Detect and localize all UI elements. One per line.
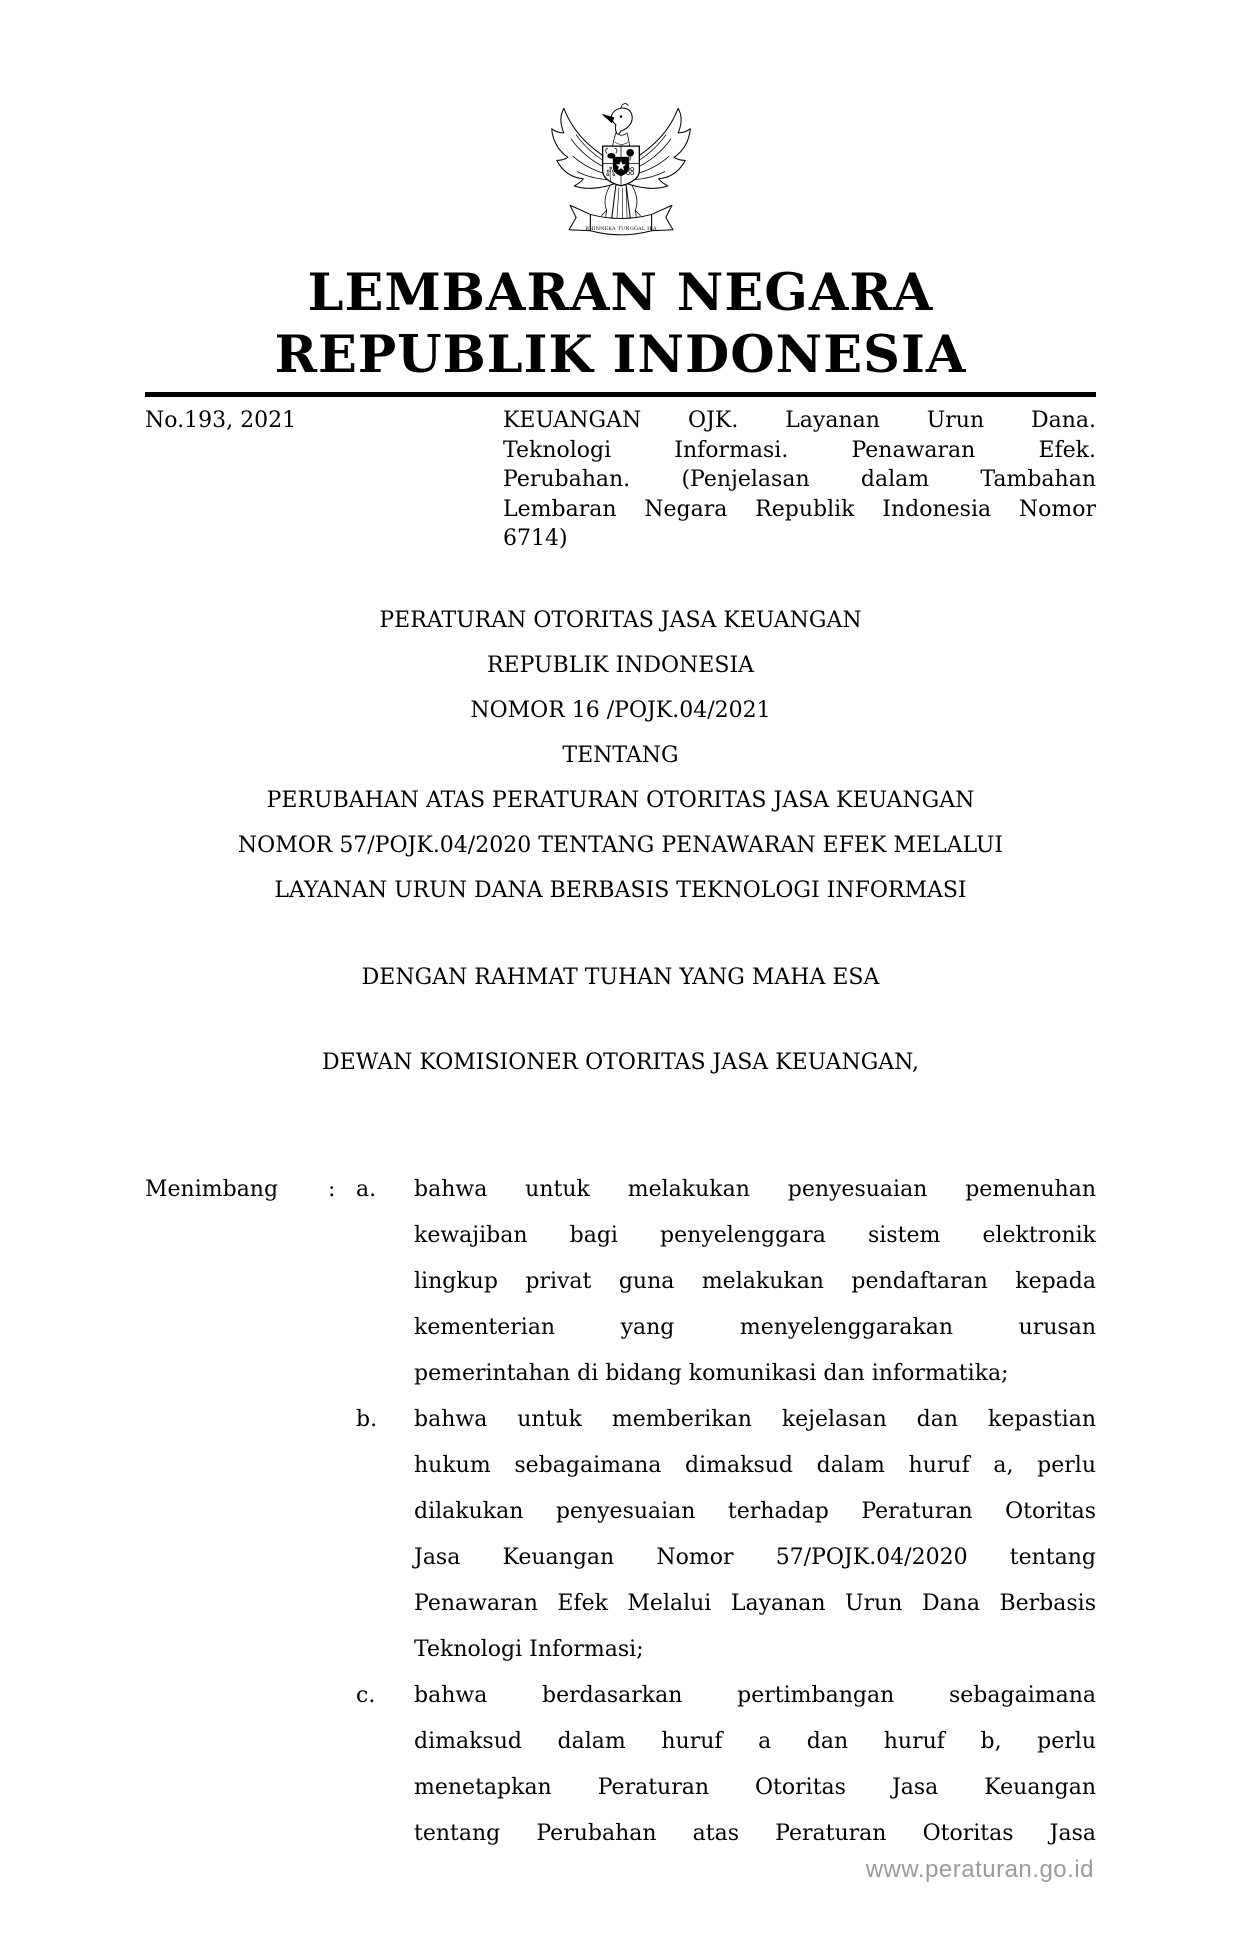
paragraph-line: Penawaran Efek Melalui Layanan Urun Dana Berbasis — [414, 1590, 1096, 1616]
subject-abstract — [503, 406, 1096, 554]
paragraph-line: lingkup privat guna melakukan pendaftaran kepada — [414, 1268, 1096, 1294]
paragraph-line: hukum sebagaimana dimaksud dalam huruf a, perlu — [414, 1452, 1096, 1478]
title-line: LAYANAN URUN DANA BERBASIS TEKNOLOGI INFORMASI — [274, 877, 967, 903]
authority-line: DEWAN KOMISIONER OTORITAS JASA KEUANGAN, — [322, 1049, 919, 1075]
abstract-line: Perubahan. (Penjelasan dalam Tambahan — [503, 467, 1096, 492]
title-line: NOMOR 16 /POJK.04/2021 — [470, 697, 771, 723]
paragraph-line: tentang Perubahan atas Peraturan Otoritas Jasa — [414, 1820, 1096, 1846]
paragraph-line: pemerintahan di bidang komunikasi dan informatika; — [414, 1360, 1009, 1386]
regulation-title — [145, 598, 1096, 913]
considering-section — [145, 1167, 1096, 1857]
invocation-line: DENGAN RAHMAT TUHAN YANG MAHA ESA — [361, 964, 880, 990]
title-line: PERUBAHAN ATAS PERATURAN OTORITAS JASA KEUANGAN — [266, 787, 975, 813]
title-line: NOMOR 57/POJK.04/2020 TENTANG PENAWARAN EFEK MELALUI — [237, 832, 1004, 858]
considering-item-a — [414, 1167, 1096, 1397]
gazette-number: No.193, 2021 — [145, 408, 297, 433]
title-line: PERATURAN OTORITAS JASA KEUANGAN — [379, 607, 862, 633]
page-title — [145, 262, 1096, 386]
considering-label: Menimbang — [145, 1176, 279, 1202]
considering-item-b — [414, 1397, 1096, 1673]
paragraph-line: dilakukan penyesuaian terhadap Peraturan Otoritas — [414, 1498, 1096, 1524]
spacer-cell — [145, 1673, 328, 1857]
paragraph-line: bahwa berdasarkan pertimbangan sebagaimana — [414, 1682, 1096, 1708]
abstract-line: KEUANGAN OJK. Layanan Urun Dana. — [503, 408, 1096, 433]
paragraph-line: bahwa untuk melakukan penyesuaian pemenuhan — [414, 1176, 1096, 1202]
shield — [602, 146, 639, 186]
title-line: TENTANG — [562, 742, 679, 768]
abstract-line: 6714) — [503, 526, 568, 551]
paragraph-line: Jasa Keuangan Nomor 57/POJK.04/2020 tentang — [414, 1544, 1096, 1570]
masthead-rule — [145, 392, 1096, 397]
paragraph-line: menetapkan Peraturan Otoritas Jasa Keuangan — [414, 1774, 1096, 1800]
considering-item-c — [414, 1673, 1096, 1857]
footer-watermark: www.peraturan.go.id — [865, 1856, 1094, 1883]
paragraph-line: dimaksud dalam huruf a dan huruf b, perlu — [414, 1728, 1096, 1754]
spacer-cell — [145, 1397, 328, 1673]
abstract-line: Teknologi Informasi. Penawaran Efek. — [503, 437, 1096, 463]
eagle-head — [602, 104, 632, 135]
meta-row — [145, 406, 1096, 554]
masthead-line-2: REPUBLIK INDONESIA — [274, 325, 967, 385]
emblem-container — [145, 86, 1096, 248]
title-line: REPUBLIK INDONESIA — [486, 652, 755, 678]
masthead-line-1: LEMBARAN NEGARA — [307, 263, 934, 323]
abstract-line: Lembaran Negara Republik Indonesia Nomor — [503, 496, 1096, 522]
paragraph-line: kementerian yang menyelenggarakan urusan — [414, 1314, 1096, 1340]
paragraph-line: kewajiban bagi penyelenggara sistem elektronik — [414, 1222, 1096, 1248]
spacer-cell — [328, 1397, 356, 1673]
motto-text: BHINNEKA TUNGGAL IKA — [584, 227, 657, 233]
garuda-pancasila-icon — [544, 86, 698, 244]
item-letter: c. — [356, 1682, 376, 1708]
item-letter: a. — [356, 1176, 377, 1202]
paragraph-line: bahwa untuk memberikan kejelasan dan kepastian — [414, 1406, 1096, 1432]
item-letter: b. — [356, 1406, 378, 1432]
paragraph-line: Teknologi Informasi; — [414, 1636, 644, 1662]
considering-separator: : — [328, 1176, 336, 1202]
spacer-cell — [328, 1673, 356, 1857]
